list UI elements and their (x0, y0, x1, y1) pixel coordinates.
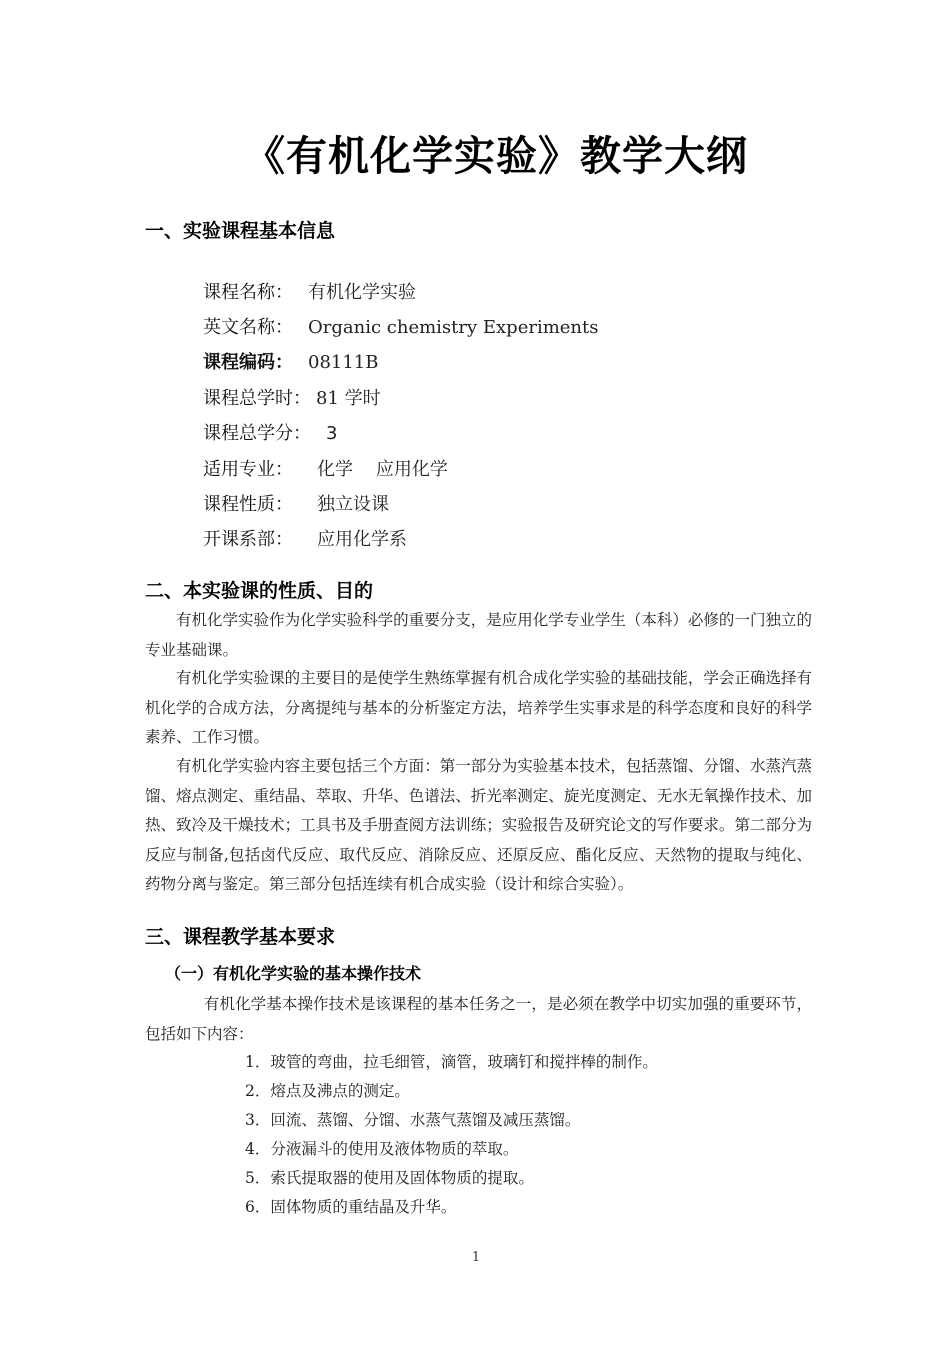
info-row-total-hours (203, 384, 381, 414)
info-value: 3 (326, 423, 338, 444)
paragraph: 有机化学实验课的主要目的是使学生熟练掌握有机合成化学实验的基础技能，学会正确选择有机化学的合成方法，分离提纯与基本的分析鉴定方法，培养学生实事求是的科学态度和良好的科学素养、工作习惯。 (145, 669, 812, 746)
info-row-department (203, 525, 407, 555)
paragraph: 有机化学实验内容主要包括三个方面：第一部分为实验基本技术，包括蒸馏、分馏、水蒸汽蒸馏、熔点测定、重结晶、萃取、升华、色谱法、折光率测定、旋光度测定、无水无氧操作技术、加热、致冷及干燥技术；工具书及手册查阅方法训练；实验报告及研究论文的写作要求。第二部分为反应与制备,包括卤代反应、取代反应、消除反应、还原反应、酯化反应、天然物的提取与纯化、药物分离与鉴定。第三部分包括连续有机合成实验（设计和综合实验）。 (145, 757, 812, 893)
subsection-heading: （一）有机化学实验的基本操作技术 (165, 964, 422, 983)
paragraph: 有机化学基本操作技术是该课程的基本任务之一，是必须在教学中切实加强的重要环节，包括如下内容： (145, 995, 812, 1043)
info-label: 适用专业： (203, 459, 293, 480)
section-3-heading: 三、课程教学基本要求 (145, 926, 336, 948)
info-label: 课程编码： (203, 352, 293, 373)
info-value: Organic chemistry Experiments (308, 317, 599, 338)
info-row-course-code (203, 348, 379, 378)
list-item: 5．索氏提取器的使用及固体物质的提取。 (245, 1169, 534, 1187)
info-row-course-name (203, 278, 416, 308)
info-value: 有机化学实验 (308, 282, 416, 303)
info-label: 课程性质： (203, 494, 293, 515)
info-label: 课程总学时： (203, 388, 311, 409)
section-2-heading: 二、本实验课的性质、目的 (145, 580, 374, 602)
info-value: 化学 应用化学 (317, 459, 448, 480)
info-value: 独立设课 (317, 494, 389, 515)
info-label: 课程名称： (203, 282, 293, 303)
info-row-english-name (203, 313, 599, 343)
page-number: 1 (471, 1250, 481, 1265)
info-value: 应用化学系 (317, 529, 407, 550)
paragraph: 有机化学实验作为化学实验科学的重要分支，是应用化学专业学生（本科）必修的一门独立的专业基础课。 (145, 611, 812, 659)
info-label: 课程总学分： (203, 423, 311, 444)
info-label: 开课系部： (203, 529, 293, 550)
list-item: 4．分液漏斗的使用及液体物质的萃取。 (245, 1140, 519, 1158)
list-item: 6．固体物质的重结晶及升华。 (245, 1198, 457, 1216)
info-row-course-type (203, 490, 389, 520)
info-row-total-credits (203, 419, 338, 449)
list-item: 2．熔点及沸点的测定。 (245, 1082, 410, 1100)
info-row-major (203, 455, 448, 485)
document-title: 《有机化学实验》教学大纲 (244, 132, 748, 180)
info-label: 英文名称： (203, 317, 293, 338)
info-value: 81 学时 (316, 388, 381, 409)
info-value: 08111B (308, 352, 379, 373)
section-1-heading: 一、实验课程基本信息 (145, 220, 336, 242)
list-item: 3．回流、蒸馏、分馏、水蒸气蒸馏及减压蒸馏。 (245, 1111, 581, 1129)
list-item: 1．玻管的弯曲，拉毛细管，滴管，玻璃钉和搅拌棒的制作。 (245, 1053, 658, 1071)
